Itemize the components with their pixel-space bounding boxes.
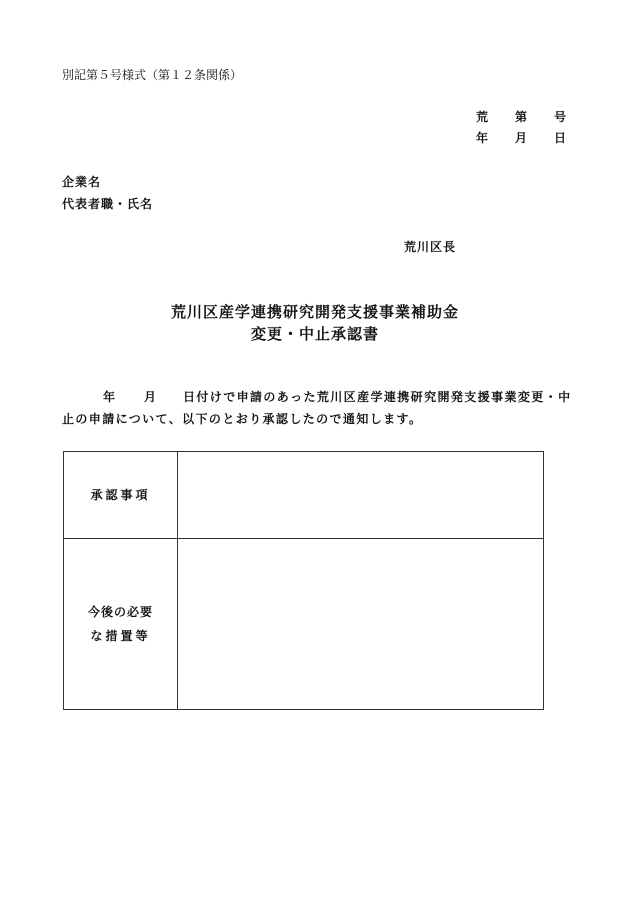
document-title-line1: 荒川区産学連携研究開発支援事業補助金 [170, 303, 459, 321]
body-line2: 止の申請について、以下のとおり承認したので通知します。 [62, 412, 423, 426]
date-year: 年 [476, 131, 489, 145]
doc-number-go: 号 [554, 110, 567, 124]
approval-table [63, 451, 544, 710]
form-reference: 別記第５号様式（第１２条関係） [62, 68, 243, 82]
required-measures-cell [178, 539, 544, 710]
company-name-label: 企業名 [62, 175, 102, 189]
approval-items-text: 承認事項 [90, 488, 151, 503]
approval-items-label [64, 452, 178, 539]
table-row-measures [64, 539, 544, 710]
document-title-line2: 変更・中止承認書 [250, 325, 379, 343]
approval-items-cell [178, 452, 544, 539]
issuer: 荒川区長 [404, 240, 457, 254]
body-year: 年 [103, 390, 116, 404]
date-month: 月 [515, 131, 528, 145]
table-row-approval [64, 452, 544, 539]
body-month: 月 [144, 390, 157, 404]
required-measures-label [64, 539, 178, 710]
required-measures-text-1: 今後の必要 [87, 605, 153, 620]
representative-label: 代表者職・氏名 [62, 197, 154, 211]
doc-number-prefix: 荒 [476, 110, 489, 124]
doc-number-dai: 第 [515, 110, 528, 124]
date-day: 日 [554, 131, 567, 145]
required-measures-text-2: な措置等 [90, 629, 151, 644]
body-line1: 日付けで申請のあった荒川区産学連携研究開発支援事業変更・中 [183, 390, 572, 404]
